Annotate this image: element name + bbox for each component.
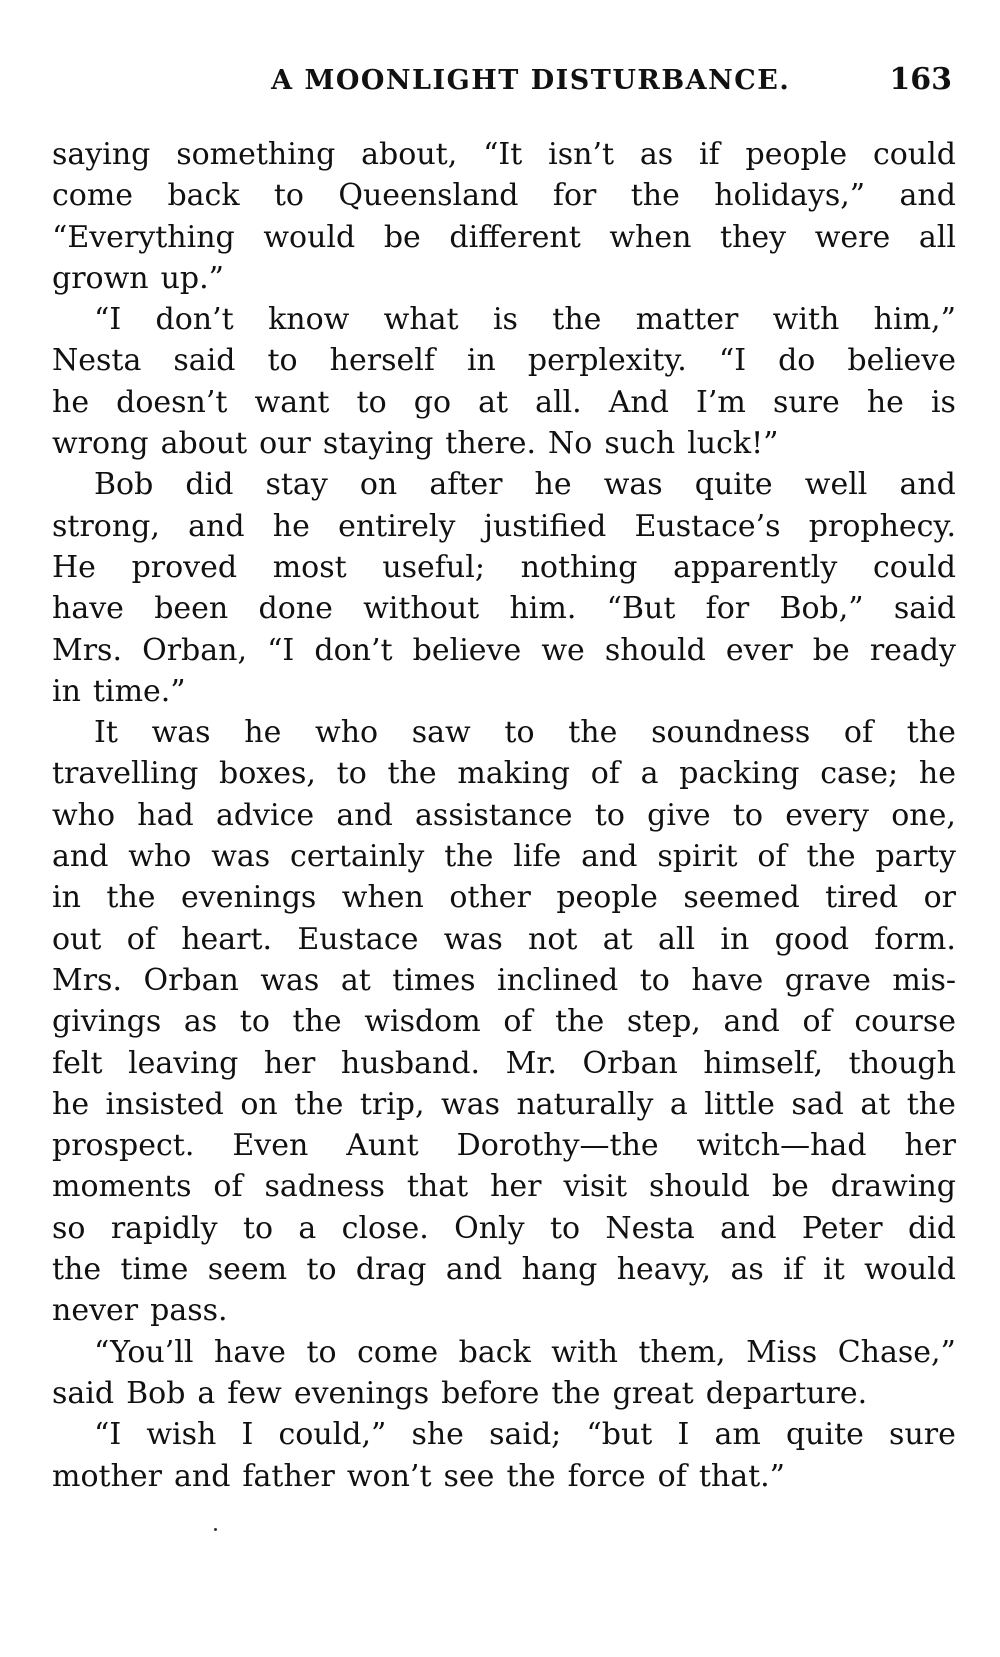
text-line: Mrs. Orban, “I don’t believe we should ever be ready bbox=[52, 632, 956, 668]
text-line: the time seem to drag and hang heavy, as if it would bbox=[52, 1252, 956, 1288]
text-line: “Everything would be different when they were all bbox=[52, 219, 956, 255]
text-line: out of heart. Eustace was not at all in good form. bbox=[52, 921, 956, 957]
page-number: 163 bbox=[889, 62, 952, 97]
text-line: in the evenings when other people seemed tired or bbox=[52, 880, 956, 916]
print-speck bbox=[214, 1528, 217, 1531]
text-line: so rapidly to a close. Only to Nesta and Peter did bbox=[52, 1210, 956, 1246]
text-line: and who was certainly the life and spirit of the party bbox=[52, 839, 956, 875]
text-line: prospect. Even Aunt Dorothy—the witch—had her bbox=[52, 1128, 956, 1164]
text-line: “I wish I could,” she said; “but I am quite sure bbox=[94, 1417, 956, 1453]
text-line: moments of sadness that her visit should be drawing bbox=[52, 1169, 956, 1205]
text-line: felt leaving her husband. Mr. Orban himself, though bbox=[52, 1045, 956, 1081]
text-line: Mrs. Orban was at times inclined to have grave mis- bbox=[52, 962, 956, 998]
text-line: he doesn’t want to go at all. And I’m sure he is bbox=[52, 384, 956, 420]
text-line: givings as to the wisdom of the step, and of course bbox=[52, 1004, 956, 1040]
text-line: grown up.” bbox=[52, 260, 225, 296]
text-line: wrong about our staying there. No such luck!” bbox=[52, 426, 779, 462]
text-line: he insisted on the trip, was naturally a little sad at the bbox=[52, 1086, 956, 1122]
text-line: “You’ll have to come back with them, Miss Chase,” bbox=[94, 1334, 956, 1370]
text-line: Nesta said to herself in perplexity. “I do believe bbox=[52, 343, 956, 379]
text-line: He proved most useful; nothing apparently could bbox=[52, 549, 956, 585]
running-title: A MOONLIGHT DISTURBANCE. bbox=[271, 65, 791, 96]
text-line: travelling boxes, to the making of a packing case; he bbox=[52, 756, 956, 792]
text-line: said Bob a few evenings before the great departure. bbox=[52, 1375, 868, 1411]
text-line: have been done without him. “But for Bob,” said bbox=[52, 591, 956, 627]
text-line: in time.” bbox=[52, 673, 186, 709]
text-line: “I don’t know what is the matter with him,” bbox=[94, 302, 956, 338]
body-text bbox=[52, 134, 956, 1497]
text-line: saying something about, “It isn’t as if people could bbox=[52, 137, 956, 172]
text-line: strong, and he entirely justified Eustace’s prophecy. bbox=[52, 508, 956, 544]
text-line: It was he who saw to the soundness of the bbox=[94, 715, 956, 751]
text-line: mother and father won’t see the force of that.” bbox=[52, 1458, 786, 1494]
text-line: come back to Queensland for the holidays,” and bbox=[52, 178, 956, 214]
text-line: never pass. bbox=[52, 1293, 228, 1329]
text-line: Bob did stay on after he was quite well and bbox=[94, 467, 956, 503]
running-header bbox=[52, 62, 952, 106]
text-line: who had advice and assistance to give to every one, bbox=[52, 797, 956, 833]
